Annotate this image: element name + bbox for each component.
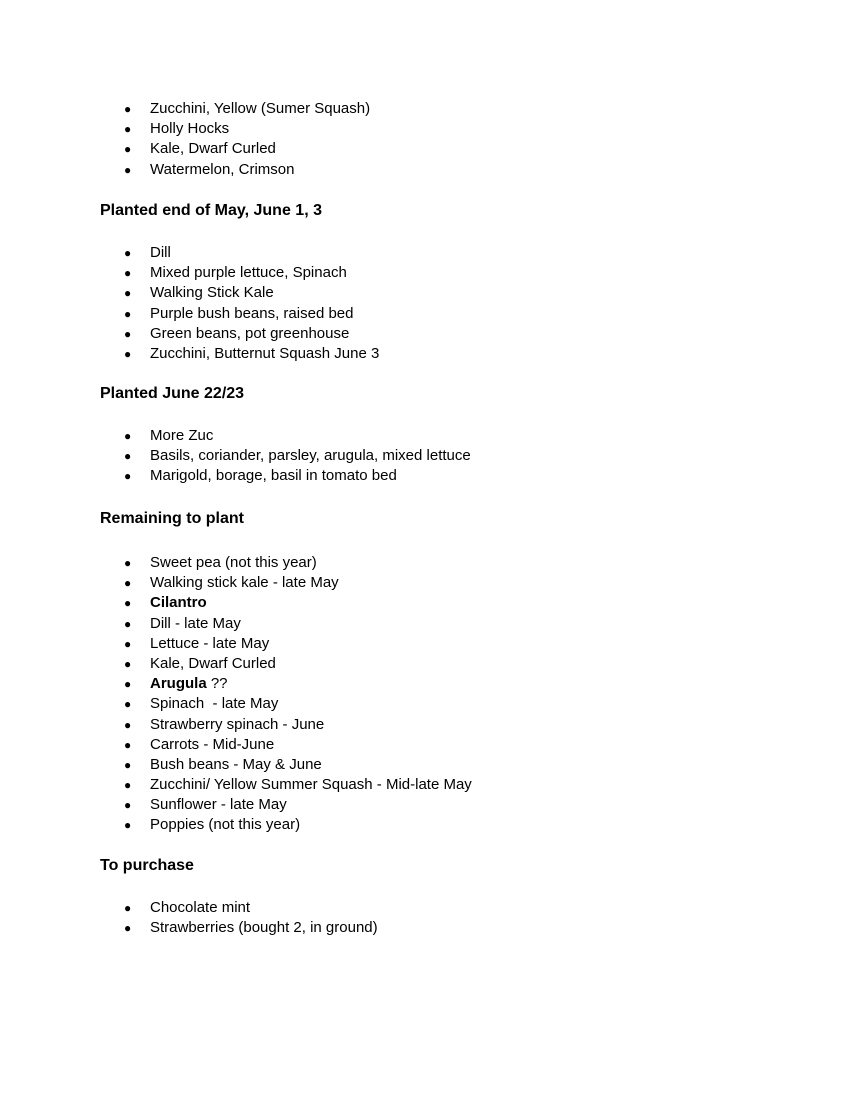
bullet: ● — [124, 556, 132, 570]
section-heading-remaining: Remaining to plant — [100, 510, 244, 527]
bullet: ● — [124, 737, 132, 752]
list-item — [0, 119, 370, 139]
list-item-text: Zucchini/ Yellow Summer Squash - Mid-late May — [150, 776, 472, 794]
to-purchase-list — [0, 898, 378, 938]
bullet: ● — [124, 697, 132, 712]
bullet: ● — [124, 576, 132, 591]
bullet: ● — [124, 596, 132, 611]
list-item — [0, 553, 472, 573]
list-item — [0, 614, 472, 634]
bullet: ● — [124, 122, 132, 137]
list-item-text: Purple bush beans, raised bed — [150, 304, 354, 322]
bullet: ● — [124, 286, 132, 301]
list-item-text: Mixed purple lettuce, Spinach — [150, 264, 347, 282]
bullet: ● — [124, 142, 132, 157]
bullet: ● — [124, 246, 132, 260]
section-heading-to-purchase: To purchase — [100, 857, 194, 874]
list-item-text: Walking stick kale - late May — [150, 574, 339, 592]
list-item — [0, 99, 370, 119]
list-item — [0, 735, 472, 755]
list-item — [0, 243, 379, 263]
list-item — [0, 755, 472, 775]
list-item-text: Holly Hocks — [150, 120, 230, 138]
list-item — [0, 446, 471, 466]
list-item — [0, 674, 472, 694]
list-item-text: Walking Stick Kale — [150, 284, 274, 302]
section-heading-planted-june-22: Planted June 22/23 — [100, 385, 245, 402]
list-item-text-bold: Arugula — [150, 675, 207, 693]
list-item-text: Dill — [150, 244, 171, 261]
list-item — [0, 139, 370, 159]
list-item — [0, 466, 471, 486]
bullet: ● — [124, 717, 132, 732]
list-item — [0, 918, 378, 938]
list-item-text: Carrots - Mid-June — [150, 735, 275, 753]
list-item-text: Marigold, borage, basil in tomato bed — [150, 467, 397, 485]
list-item — [0, 344, 379, 364]
list-item-text: Strawberry spinach - June — [150, 715, 325, 733]
list-item-text: Basils, coriander, parsley, arugula, mixed lettuce — [150, 447, 471, 465]
list-item — [0, 775, 472, 795]
list-item — [0, 324, 379, 344]
bullet: ● — [124, 346, 132, 361]
planted-june-22-list — [0, 426, 471, 487]
list-item-text: Sunflower - late May — [150, 796, 287, 814]
list-item-text: More Zuc — [150, 427, 214, 444]
bullet: ● — [124, 798, 132, 813]
bullet: ● — [124, 778, 132, 793]
list-item-text: Zucchini, Yellow (Sumer Squash) — [150, 100, 371, 117]
list-item-suffix: ?? — [206, 675, 228, 693]
bullet: ● — [124, 326, 132, 341]
list-item — [0, 426, 471, 446]
list-item — [0, 654, 472, 674]
remaining-list — [0, 553, 472, 836]
list-item-text: Bush beans - May & June — [150, 755, 322, 773]
list-item-text: Spinach - late May — [150, 695, 279, 713]
bullet: ● — [124, 656, 132, 671]
list-item-text: Kale, Dwarf Curled — [150, 654, 276, 672]
list-item-text-bold: Cilantro — [150, 594, 207, 612]
section-heading-planted-may-june: Planted end of May, June 1, 3 — [100, 202, 322, 219]
list-item-text: Poppies (not this year) — [150, 816, 301, 834]
bullet: ● — [124, 901, 132, 915]
list-item — [0, 715, 472, 735]
list-item — [0, 573, 472, 593]
list-item — [0, 815, 472, 835]
list-item-text: Green beans, pot greenhouse — [150, 324, 350, 342]
list-item — [0, 263, 379, 283]
bullet: ● — [124, 469, 132, 484]
list-item-text: Sweet pea (not this year) — [150, 554, 317, 571]
bullet: ● — [124, 921, 132, 936]
list-item-text: Kale, Dwarf Curled — [150, 140, 276, 158]
list-item-text: Dill - late May — [150, 614, 241, 632]
top-list — [0, 99, 370, 180]
bullet: ● — [124, 306, 132, 321]
planted-may-june-list — [0, 243, 379, 364]
list-item — [0, 634, 472, 654]
bullet: ● — [124, 449, 132, 464]
list-item — [0, 160, 370, 180]
list-item — [0, 283, 379, 303]
list-item-text: Lettuce - late May — [150, 634, 270, 652]
bullet: ● — [124, 102, 132, 116]
list-item-text: Strawberries (bought 2, in ground) — [150, 919, 378, 937]
bullet: ● — [124, 818, 132, 833]
bullet: ● — [124, 429, 132, 443]
list-item — [0, 694, 472, 714]
list-item-text: Zucchini, Butternut Squash June 3 — [150, 344, 380, 362]
bullet: ● — [124, 616, 132, 631]
bullet: ● — [124, 636, 132, 651]
bullet: ● — [124, 757, 132, 772]
bullet: ● — [124, 162, 132, 177]
bullet: ● — [124, 266, 132, 281]
list-item-text: Watermelon, Crimson — [150, 160, 295, 178]
list-item — [0, 795, 472, 815]
list-item — [0, 898, 378, 918]
list-item-text: Chocolate mint — [150, 899, 251, 916]
list-item — [0, 593, 472, 613]
list-item — [0, 304, 379, 324]
bullet: ● — [124, 677, 132, 692]
